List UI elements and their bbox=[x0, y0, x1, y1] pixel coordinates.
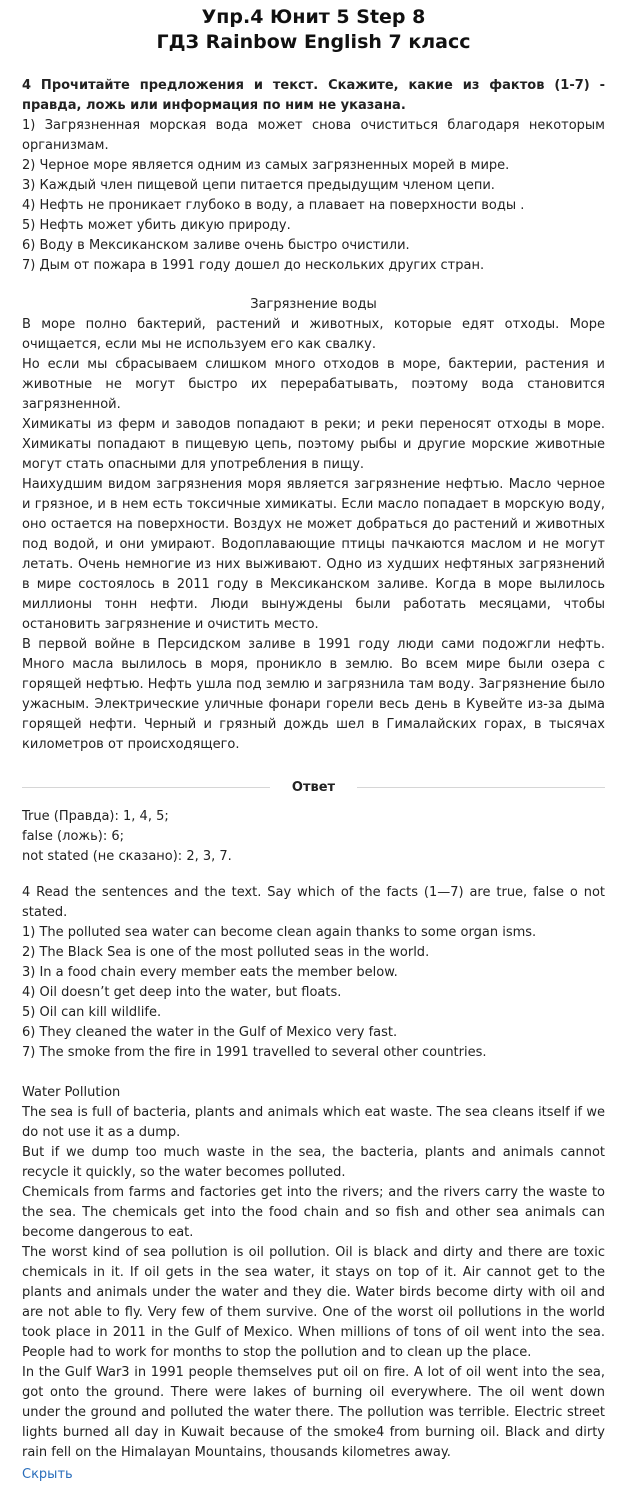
title-line-2: ГДЗ Rainbow English 7 класс bbox=[156, 31, 471, 53]
answer-label: Ответ bbox=[291, 780, 336, 795]
page-title bbox=[22, 5, 605, 55]
english-fact-6: 6) They cleaned the water in the Gulf of Mexico very fast. bbox=[22, 1025, 398, 1040]
answer-true: True (Правда): 1, 4, 5; bbox=[22, 809, 169, 824]
answer-block bbox=[22, 807, 605, 867]
english-text-title: Water Pollution bbox=[22, 1085, 121, 1100]
russian-fact-4: 4) Нефть не проникает глубоко в воду, а плавает на поверхности воды . bbox=[22, 198, 525, 213]
russian-paragraph-1: В море полно бактерий, растений и животных, которые едят отходы. Море очищается, если мы не используем его как свалку. bbox=[22, 317, 605, 352]
russian-task: 4 Прочитайте предложения и текст. Скажите, какие из фактов (1-7) - правда, ложь или информация по ним не указана. bbox=[22, 78, 605, 113]
russian-section bbox=[22, 76, 605, 755]
english-fact-5: 5) Oil can kill wildlife. bbox=[22, 1005, 162, 1020]
english-fact-3: 3) In a food chain every member eats the member below. bbox=[22, 965, 398, 980]
divider-line-right bbox=[357, 787, 605, 788]
english-fact-7: 7) The smoke from the fire in 1991 travelled to several other countries. bbox=[22, 1045, 487, 1060]
english-paragraph-2: But if we dump too much waste in the sea, the bacteria, plants and animals cannot recycle it quickly, so the water becomes polluted. bbox=[22, 1145, 605, 1180]
russian-fact-7: 7) Дым от пожара в 1991 году дошел до нескольких других стран. bbox=[22, 258, 485, 273]
english-fact-1: 1) The polluted sea water can become clean again thanks to some organ isms. bbox=[22, 925, 537, 940]
russian-paragraph-3: Химикаты из ферм и заводов попадают в реки; и реки переносят отходы в море. Химикаты попадают в пищевую цепь, поэтому рыбы и другие морские животные могут стать опасными для употребления в пищу. bbox=[22, 417, 605, 472]
title-line-1: Упр.4 Юнит 5 Step 8 bbox=[201, 6, 426, 28]
divider-line-left bbox=[22, 787, 270, 788]
english-section bbox=[22, 883, 605, 1463]
russian-fact-3: 3) Каждый член пищевой цепи питается предыдущим членом цепи. bbox=[22, 178, 495, 193]
english-fact-2: 2) The Black Sea is one of the most polluted seas in the world. bbox=[22, 945, 430, 960]
russian-text-title: Загрязнение воды bbox=[250, 297, 377, 312]
english-fact-4: 4) Oil doesn’t get deep into the water, but floats. bbox=[22, 985, 342, 1000]
english-task: 4 Read the sentences and the text. Say which of the facts (1—7) are true, false o not stated. bbox=[22, 885, 605, 920]
english-paragraph-3: Chemicals from farms and factories get into the rivers; and the rivers carry the waste to the sea. The chemicals get into the food chain and so fish and other sea animals can become dangerous to eat. bbox=[22, 1185, 605, 1240]
english-paragraph-4: The worst kind of sea pollution is oil pollution. Oil is black and dirty and there are toxic chemicals in it. If oil gets in the sea water, it stays on top of it. Air cannot get to the plants and animals under the water and they die. Water birds become dirty with oil and are not able to fly. Very few of them survive. One of the worst oil pollutions in the world took place in 2011 in the Gulf of Mexico. When millions of tons of oil went into the sea. People had to work for months to stop the pollution and to clean up the place. bbox=[22, 1245, 605, 1360]
russian-fact-1: 1) Загрязненная морская вода может снова очиститься благодаря некоторым организмам. bbox=[22, 118, 605, 153]
english-paragraph-1: The sea is full of bacteria, plants and animals which eat waste. The sea cleans itself if we do not use it as a dump. bbox=[22, 1105, 605, 1140]
russian-fact-6: 6) Воду в Мексиканском заливе очень быстро очистили. bbox=[22, 238, 410, 253]
russian-fact-2: 2) Черное море является одним из самых загрязненных морей в мире. bbox=[22, 158, 510, 173]
russian-paragraph-5: В первой войне в Персидском заливе в 1991 году люди сами подожгли нефть. Много масла вылилось в моря, проникло в землю. Во всем мире были озера с горящей нефтью. Нефть ушла под землю и загрязнила там воду. Загрязнение было ужасным. Электрические уличные фонари горели весь день в Кувейте из-за дыма горящей нефти. Черный и грязный дождь шел в Гималайских горах, в тысячах километров от происходящего. bbox=[22, 637, 605, 752]
answer-not-stated: not stated (не сказано): 2, 3, 7. bbox=[22, 849, 232, 864]
english-paragraph-5: In the Gulf War3 in 1991 people themselves put oil on fire. A lot of oil went into the sea, got onto the ground. There were lakes of burning oil everywhere. The oil went down under the ground and polluted the water there. The pollution was terrible. Electric street lights burned all day in Kuwait because of the smoke4 from burning oil. Black and dirty rain fell on the Himalayan Mountains, thousands kilometres away. bbox=[22, 1365, 605, 1460]
hide-link[interactable]: Скрыть bbox=[22, 1467, 73, 1482]
russian-fact-5: 5) Нефть может убить дикую природу. bbox=[22, 218, 291, 233]
russian-paragraph-4: Наихудшим видом загрязнения моря является загрязнение нефтью. Масло черное и грязное, и в нем есть токсичные химикаты. Если масло попадает в морскую воду, оно остается на поверхности. Воздух не может добраться до растений и животных под водой, и они умирают. Водоплавающие птицы пачкаются маслом и не могут летать. Очень немногие из них выживают. Одно из худших нефтяных загрязнений в мире состоялось в 2011 году в Мексиканском заливе. Когда в море вылилось миллионы тонн нефти. Люди вынуждены были работать месяцами, чтобы остановить загрязнение и очистить место. bbox=[22, 477, 605, 632]
spacer bbox=[22, 1063, 605, 1083]
page bbox=[0, 5, 627, 1485]
answer-false: false (ложь): 6; bbox=[22, 829, 125, 844]
russian-paragraph-2: Но если мы сбрасываем слишком много отходов в море, бактерии, растения и животные не могут быстро их перерабатывать, поэтому вода становится загрязненной. bbox=[22, 357, 605, 412]
answer-divider bbox=[22, 780, 605, 795]
